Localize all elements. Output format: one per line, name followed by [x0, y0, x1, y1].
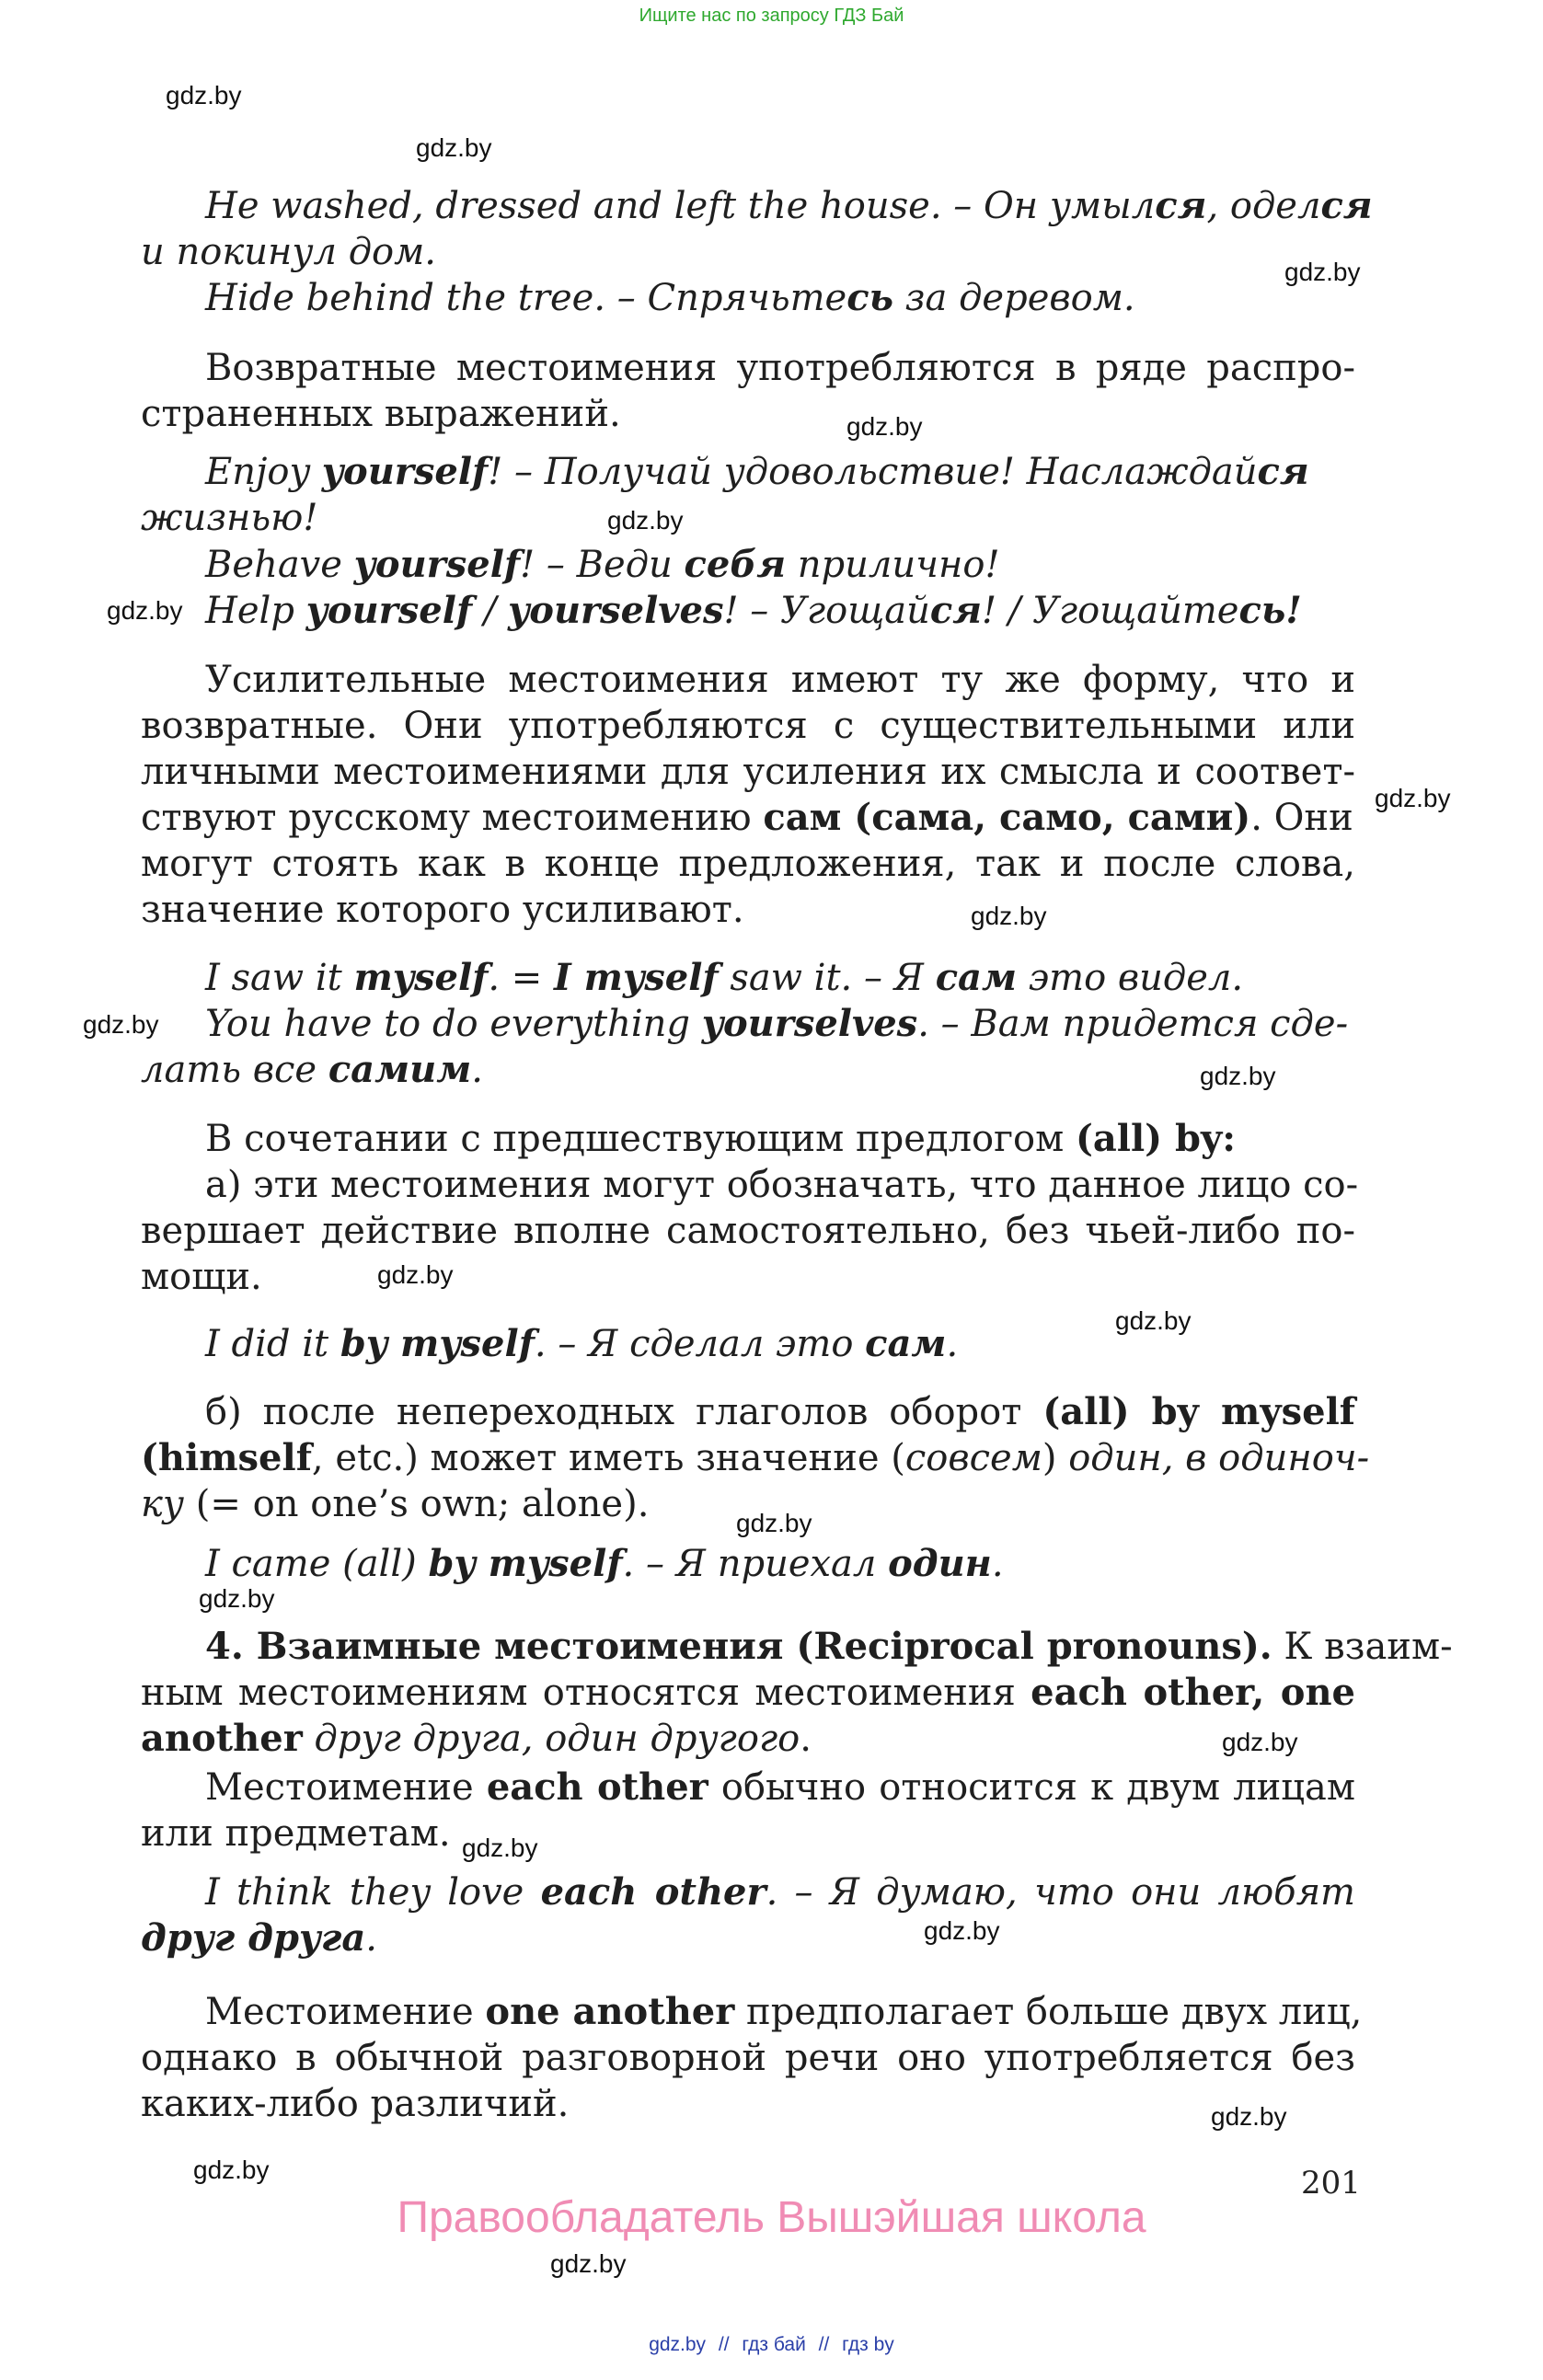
watermark: gdz.by [1200, 1062, 1276, 1090]
section-heading: 4. Взаимные местоимения (Reciprocal pronouns). К взаим- [205, 1625, 1453, 1668]
watermark: gdz.by [607, 506, 684, 535]
example-line: I think they love each other. – Я думаю, что они любят [205, 1870, 1355, 1914]
paragraph-line: В сочетании с предшествующим предлогом (all) by: [205, 1117, 1236, 1160]
example-line: Behave yourself! – Веди себя прилично! [205, 543, 1000, 586]
watermark: gdz.by [1115, 1306, 1192, 1335]
page-number: 201 [1301, 2165, 1361, 2202]
rights-holder-notice: Правообладатель Вышэйшая школа [397, 2193, 1146, 2242]
example-line: друг друга. [141, 1916, 377, 1960]
footer-separator: // [718, 2334, 730, 2355]
paragraph-line: Усилительные местоимения имеют ту же форму, что и [205, 659, 1355, 701]
example-line: лать все самим. [141, 1048, 483, 1091]
paragraph-line: (himself, etc.) может иметь значение (совсем) один, в одиноч- [141, 1436, 1370, 1479]
paragraph-line: или предметам. [141, 1812, 451, 1855]
watermark: gdz.by [416, 133, 492, 162]
watermark: gdz.by [377, 1260, 454, 1289]
paragraph-line: вершает действие вполне самостоятельно, без чьей-либо по- [141, 1210, 1355, 1252]
paragraph-line: Местоимение one another предполагает больше двух лиц, [205, 1990, 1363, 2033]
example-line: Help yourself / yourselves! – Угощайся! / Угощайтесь! [205, 589, 1302, 632]
footer-link-gdz-by-alt[interactable]: гдз by [842, 2334, 894, 2355]
paragraph-line: another друг друга, один другого. [141, 1717, 812, 1760]
paragraph-line: Местоимение each other обычно относится к двум лицам [205, 1765, 1355, 1809]
paragraph-line: однако в обычной разговорной речи оно употребляется без [141, 2037, 1355, 2079]
watermark: gdz.by [550, 2249, 627, 2278]
paragraph-line: Возвратные местоимения употребляются в ряде распро- [205, 347, 1355, 389]
paragraph-line: возвратные. Они употребляются с существительными или [141, 705, 1355, 747]
footer-link-gdz-bai[interactable]: гдз бай [742, 2334, 806, 2355]
watermark: gdz.by [1284, 258, 1361, 286]
example-line: Hide behind the tree. – Спрячьтесь за деревом. [205, 276, 1135, 319]
paragraph-line: ствуют русскому местоимению сам (сама, само, сами). Они [141, 796, 1353, 839]
paragraph-line: личными местоимениями для усиления их смысла и соответ- [141, 751, 1355, 793]
example-line: I saw it myself. = I myself saw it. – Я сам это видел. [205, 956, 1244, 999]
footer-link-gdz-by[interactable]: gdz.by [649, 2334, 707, 2355]
example-line: жизнью! [141, 497, 318, 539]
watermark: gdz.by [107, 596, 183, 625]
watermark: gdz.by [971, 902, 1047, 930]
watermark: gdz.by [846, 412, 923, 441]
example-line: Enjoy yourself! – Получай удовольствие! Наслаждайся [205, 450, 1309, 493]
watermark: gdz.by [83, 1010, 159, 1039]
footer-separator: // [818, 2334, 830, 2355]
watermark: gdz.by [199, 1584, 275, 1613]
paragraph-line: могут стоять как в конце предложения, так и после слова, [141, 843, 1355, 885]
example-line: I came (all) by myself. – Я приехал один. [205, 1542, 1004, 1585]
example-line: You have to do everything yourselves. – Вам придется сде- [205, 1002, 1349, 1045]
paragraph-line: мощи. [141, 1256, 262, 1298]
example-line: и покинул дом. [141, 231, 437, 273]
watermark: gdz.by [1222, 1728, 1298, 1756]
watermark: gdz.by [462, 1834, 538, 1862]
paragraph-line: ным местоимениям относятся местоимения each other, one [141, 1671, 1355, 1714]
paragraph-line: а) эти местоимения могут обозначать, что данное лицо со- [205, 1164, 1359, 1206]
top-banner[interactable]: Ищите нас по запросу ГДЗ Бай [639, 6, 904, 26]
watermark: gdz.by [1375, 784, 1451, 812]
watermark: gdz.by [736, 1509, 812, 1537]
footer-links [0, 2334, 1543, 2356]
example-line: He washed, dressed and left the house. – Он умылся, оделся [205, 184, 1373, 227]
paragraph-line: значение которого усиливают. [141, 889, 744, 931]
paragraph-line: страненных выражений. [141, 393, 621, 435]
paragraph-line: ку (= on one’s own; alone). [141, 1483, 650, 1525]
paragraph-line: б) после непереходных глаголов оборот (all) by myself [205, 1390, 1355, 1433]
watermark: gdz.by [193, 2156, 270, 2184]
paragraph-line: каких-либо различий. [141, 2083, 570, 2125]
example-line: I did it by myself. – Я сделал это сам. [205, 1322, 959, 1365]
watermark: gdz.by [1211, 2102, 1287, 2131]
watermark: gdz.by [166, 81, 242, 109]
watermark: gdz.by [924, 1916, 1000, 1945]
